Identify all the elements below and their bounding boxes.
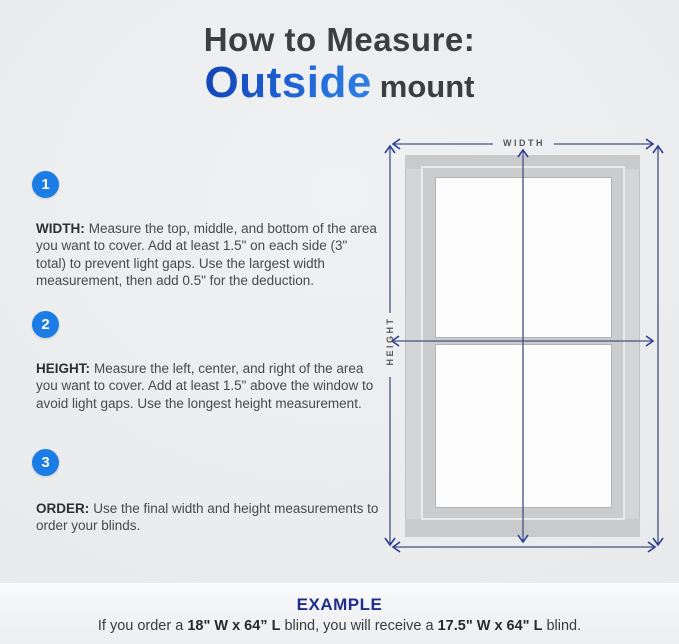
step-1-badge: 1 <box>32 171 59 198</box>
step-2-body: Measure the left, center, and right of the area you want to cover. Add at least 1.5" above the window to avoid light gaps. Use the longest height measurement. <box>36 360 374 411</box>
step-3-label: ORDER: <box>36 500 90 516</box>
step-3-badge: 3 <box>32 449 59 476</box>
step-3-body: Use the final width and height measurements to order your blinds. <box>36 500 379 533</box>
window-diagram <box>378 130 678 595</box>
example-suffix: blind. <box>542 618 582 634</box>
title-suffix: mount <box>379 69 475 105</box>
title-line-2 <box>0 60 679 106</box>
example-ordered-size: 18" W x 64” L <box>187 618 281 634</box>
center-vertical-arrow <box>518 150 528 542</box>
measurement-arrows <box>378 130 678 595</box>
step-2-badge: 2 <box>32 311 59 338</box>
title-highlight: Outside <box>204 58 372 108</box>
step-1-label: WIDTH: <box>36 220 85 236</box>
example-received-size: 17.5" W x 64" L <box>437 618 543 634</box>
example-heading: EXAMPLE <box>296 595 383 614</box>
example-prefix: If you order a <box>97 618 188 634</box>
right-vertical-arrow <box>653 146 663 545</box>
step-2-label: HEIGHT: <box>36 360 90 376</box>
width-dimension-label: WIDTH <box>503 138 545 148</box>
bottom-horizontal-arrow <box>393 542 655 552</box>
step-1-text <box>36 220 380 290</box>
step-1-body: Measure the top, middle, and bottom of the area you want to cover. Add at least 1.5" on each side (3" total) to prevent light gaps. Use the largest width measurement, then add 0.5" for the deduction. <box>36 220 377 288</box>
example-sentence <box>0 618 679 634</box>
step-3-text <box>36 500 380 535</box>
height-dimension-label: HEIGHT <box>385 316 395 366</box>
step-2-text <box>36 360 380 413</box>
page-title <box>0 22 679 106</box>
title-line-1: How to Measure: <box>203 21 476 58</box>
example-middle: blind, you will receive a <box>280 618 438 634</box>
